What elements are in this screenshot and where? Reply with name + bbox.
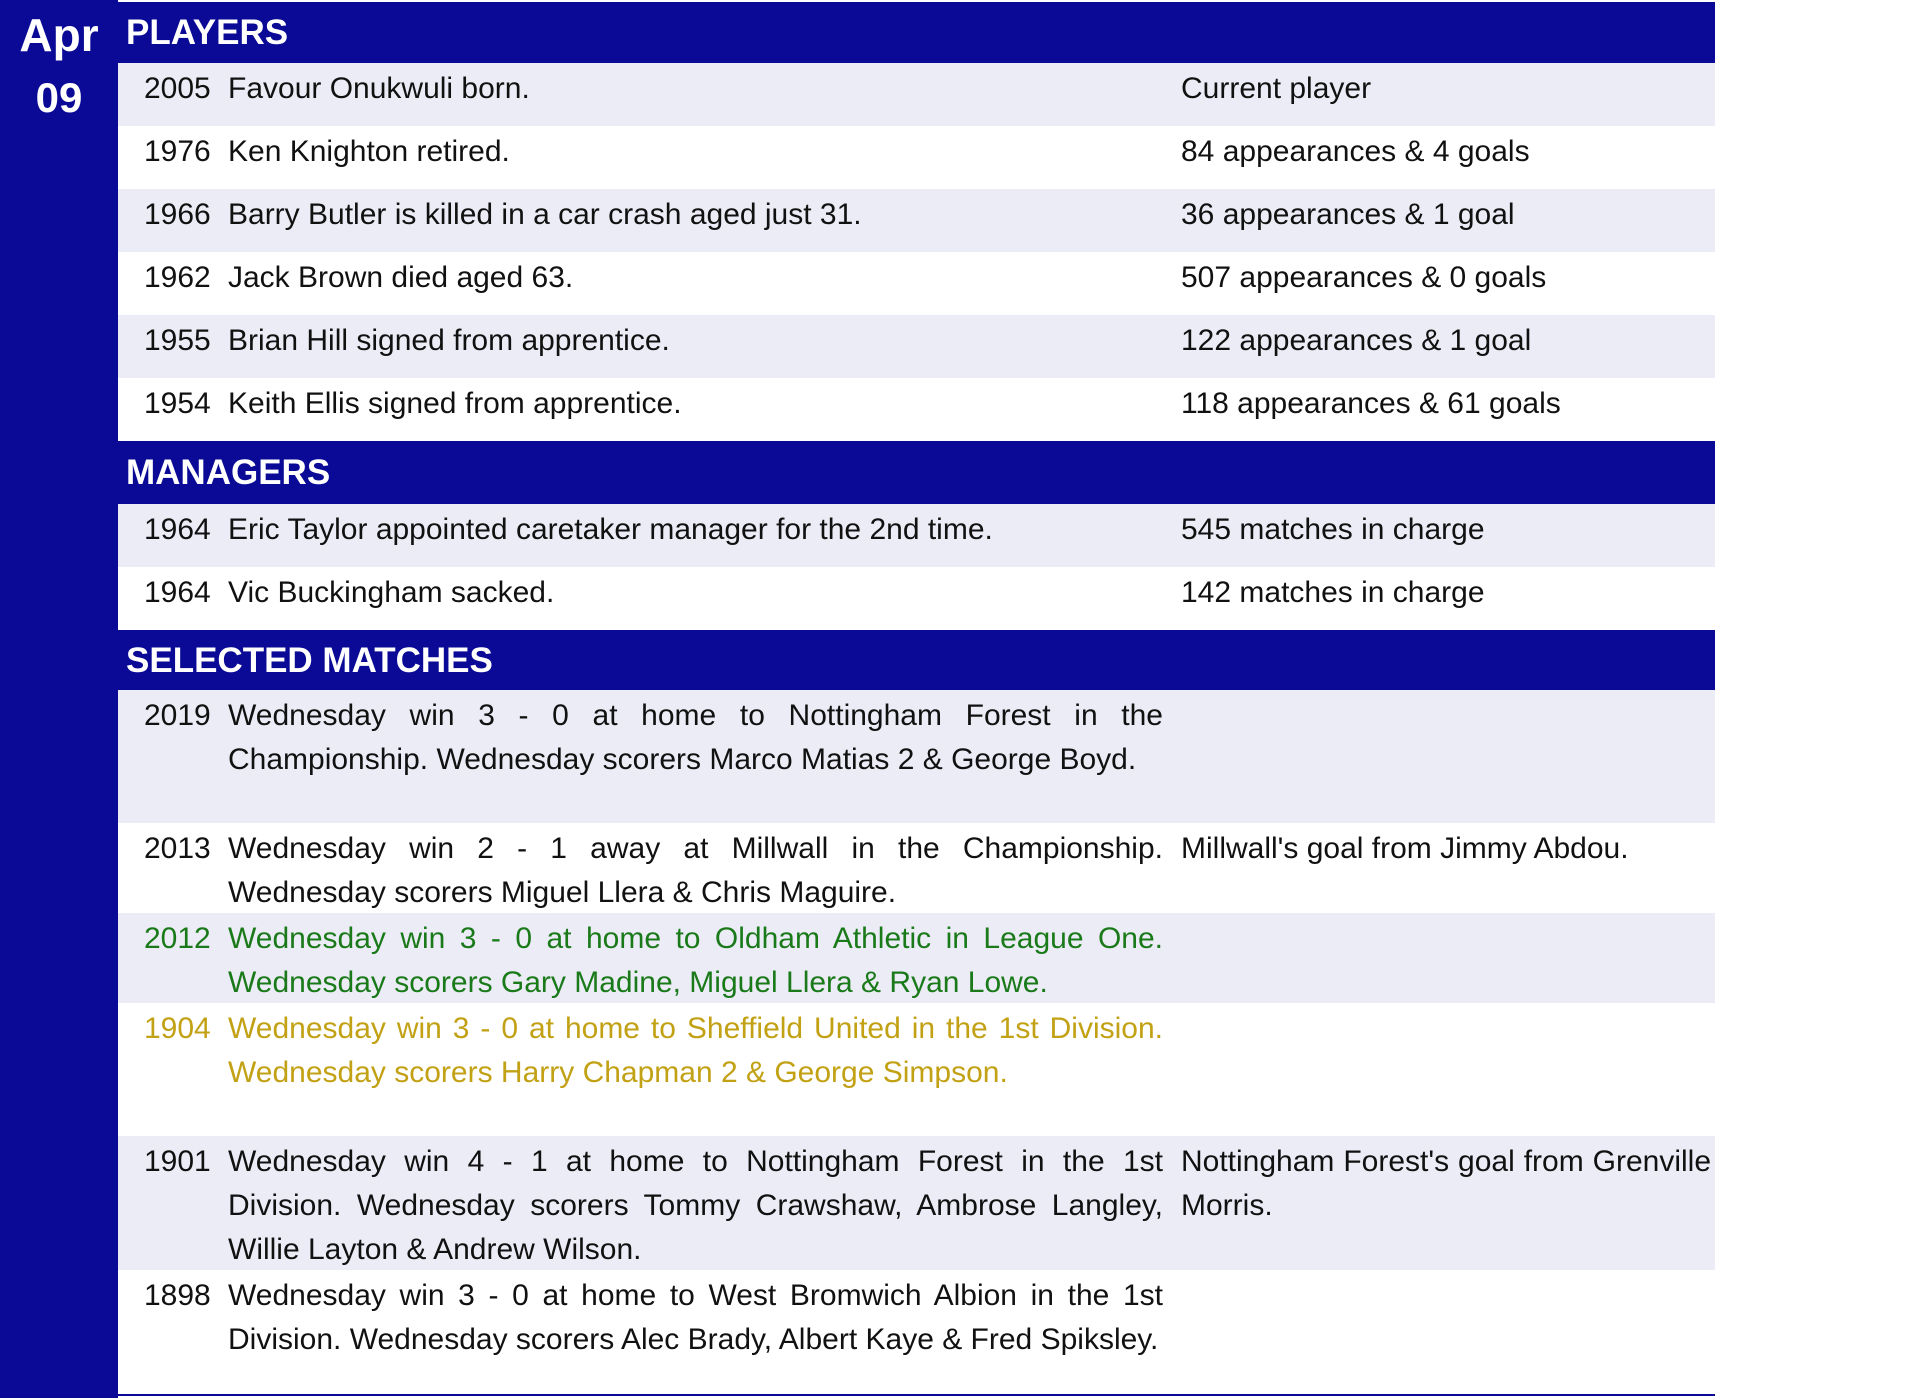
event-year: 1901 bbox=[144, 1145, 211, 1178]
player-row bbox=[118, 378, 1715, 441]
event-description: Wednesday win 3 - 0 at home to West Bromwich Albion in the 1st Division. Wednesday scorers Alec Brady, Albert Kaye & Fred Spiksley. bbox=[228, 1279, 1163, 1356]
event-description: Jack Brown died aged 63. bbox=[228, 261, 574, 294]
player-row bbox=[118, 126, 1715, 189]
match-row bbox=[118, 913, 1715, 1003]
player-row bbox=[118, 252, 1715, 315]
match-row bbox=[118, 1270, 1715, 1394]
event-year: 1962 bbox=[144, 261, 211, 294]
event-note: Millwall's goal from Jimmy Abdou. bbox=[1181, 832, 1629, 865]
event-note: 36 appearances & 1 goal bbox=[1181, 198, 1515, 231]
event-description: Wednesday win 3 - 0 at home to Nottingham Forest in the Championship. Wednesday scorers Marco Matias 2 & George Boyd. bbox=[228, 699, 1163, 776]
player-row bbox=[118, 315, 1715, 378]
event-year: 2012 bbox=[144, 922, 211, 955]
match-row bbox=[118, 1136, 1715, 1270]
event-description: Barry Butler is killed in a car crash aged just 31. bbox=[228, 198, 862, 231]
event-year: 1904 bbox=[144, 1012, 211, 1045]
event-description: Keith Ellis signed from apprentice. bbox=[228, 387, 682, 420]
event-year: 1964 bbox=[144, 513, 211, 546]
match-row bbox=[118, 1003, 1715, 1136]
player-row bbox=[118, 189, 1715, 252]
event-year: 1954 bbox=[144, 387, 211, 420]
event-note: 142 matches in charge bbox=[1181, 576, 1485, 609]
event-year: 1966 bbox=[144, 198, 211, 231]
manager-row bbox=[118, 504, 1715, 567]
event-year: 1898 bbox=[144, 1279, 211, 1312]
manager-row bbox=[118, 567, 1715, 630]
event-year: 1964 bbox=[144, 576, 211, 609]
event-year: 2005 bbox=[144, 72, 211, 105]
event-note: 118 appearances & 61 goals bbox=[1181, 387, 1561, 420]
event-year: 1976 bbox=[144, 135, 211, 168]
event-description: Wednesday win 3 - 0 at home to Sheffield United in the 1st Division. Wednesday scorers Harry Chapman 2 & George Simpson. bbox=[228, 1012, 1163, 1089]
event-year: 1955 bbox=[144, 324, 211, 357]
event-year: 2013 bbox=[144, 832, 211, 865]
date-month: Apr bbox=[19, 9, 99, 61]
date-day: 09 bbox=[35, 74, 83, 121]
event-description: Wednesday win 2 - 1 away at Millwall in the Championship. Wednesday scorers Miguel Llera & Chris Maguire. bbox=[228, 832, 1163, 909]
events-table bbox=[118, 0, 1715, 1398]
date-sidebar bbox=[0, 0, 118, 1398]
event-note: Current player bbox=[1181, 72, 1372, 105]
event-note: 507 appearances & 0 goals bbox=[1181, 261, 1547, 294]
event-note: 84 appearances & 4 goals bbox=[1181, 135, 1530, 168]
event-description: Eric Taylor appointed caretaker manager for the 2nd time. bbox=[228, 513, 993, 546]
managers-section-header bbox=[118, 441, 1715, 504]
players-section-title: PLAYERS bbox=[126, 13, 289, 52]
event-description: Favour Onukwuli born. bbox=[228, 72, 530, 105]
event-description: Brian Hill signed from apprentice. bbox=[228, 324, 670, 357]
event-description: Wednesday win 3 - 0 at home to Oldham Athletic in League One. Wednesday scorers Gary Madine, Miguel Llera & Ryan Lowe. bbox=[228, 922, 1163, 999]
event-description: Ken Knighton retired. bbox=[228, 135, 510, 168]
matches-section-title: SELECTED MATCHES bbox=[126, 641, 493, 680]
players-section-header bbox=[118, 2, 1715, 63]
player-row bbox=[118, 63, 1715, 126]
bottom-divider bbox=[118, 1394, 1715, 1396]
event-description: Vic Buckingham sacked. bbox=[228, 576, 555, 609]
event-year: 2019 bbox=[144, 699, 211, 732]
event-note: 122 appearances & 1 goal bbox=[1181, 324, 1532, 357]
match-row bbox=[118, 823, 1715, 913]
event-note: Nottingham Forest's goal from Grenville Morris. bbox=[1181, 1145, 1711, 1222]
event-description: Wednesday win 4 - 1 at home to Nottingham Forest in the 1st Division. Wednesday scorers Tommy Crawshaw, Ambrose Langley, Willie Layton & Andrew Wilson. bbox=[228, 1145, 1163, 1266]
managers-section-title: MANAGERS bbox=[126, 453, 331, 492]
match-row bbox=[118, 690, 1715, 823]
matches-section-header bbox=[118, 630, 1715, 690]
event-note: 545 matches in charge bbox=[1181, 513, 1485, 546]
